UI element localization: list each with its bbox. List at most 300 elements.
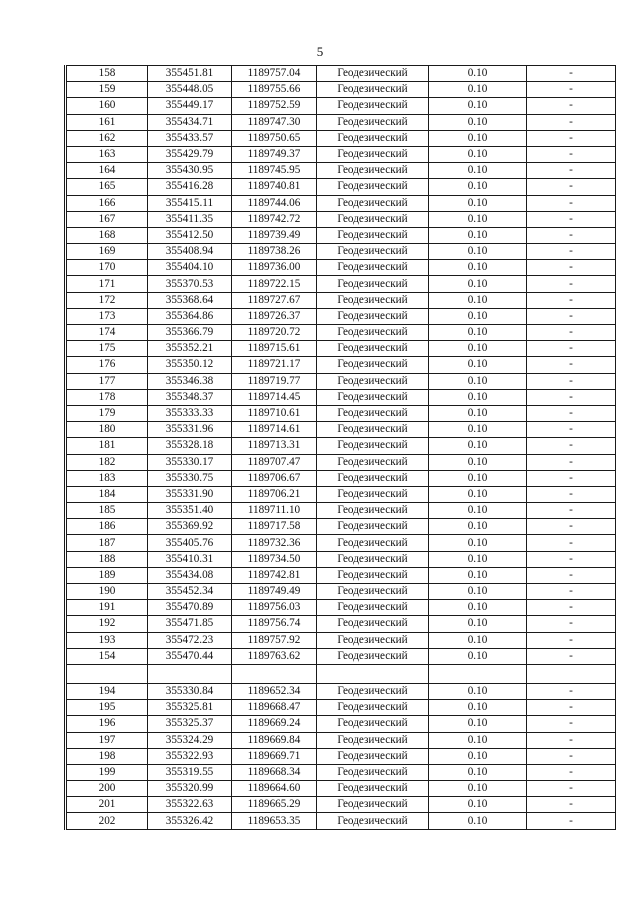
x-coordinate-cell: 355368.64 (148, 292, 232, 308)
point-number-cell: 195 (66, 700, 148, 716)
point-number-cell: 161 (66, 114, 148, 130)
description-cell: - (527, 732, 616, 748)
accuracy-cell: 0.10 (429, 551, 527, 567)
y-coordinate-cell: 1189747.30 (232, 114, 317, 130)
y-coordinate-cell: 1189669.71 (232, 748, 317, 764)
method-cell: Геодезический (317, 179, 429, 195)
y-coordinate-cell: 1189740.81 (232, 179, 317, 195)
accuracy-cell: 0.10 (429, 567, 527, 583)
x-coordinate-cell: 355324.29 (148, 732, 232, 748)
y-coordinate-cell: 1189742.81 (232, 567, 317, 583)
point-number-cell: 172 (66, 292, 148, 308)
empty-cell (527, 664, 616, 683)
table-row (66, 584, 616, 600)
method-cell: Геодезический (317, 373, 429, 389)
accuracy-cell: 0.10 (429, 519, 527, 535)
y-coordinate-cell: 1189668.47 (232, 700, 317, 716)
accuracy-cell: 0.10 (429, 813, 527, 829)
accuracy-cell: 0.10 (429, 341, 527, 357)
point-number-cell: 164 (66, 163, 148, 179)
table-row (66, 781, 616, 797)
accuracy-cell: 0.10 (429, 260, 527, 276)
x-coordinate-cell: 355322.93 (148, 748, 232, 764)
description-cell: - (527, 227, 616, 243)
point-number-cell: 191 (66, 600, 148, 616)
accuracy-cell: 0.10 (429, 748, 527, 764)
table-row (66, 567, 616, 583)
accuracy-cell: 0.10 (429, 503, 527, 519)
y-coordinate-cell: 1189739.49 (232, 227, 317, 243)
accuracy-cell: 0.10 (429, 227, 527, 243)
method-cell: Геодезический (317, 470, 429, 486)
method-cell: Геодезический (317, 195, 429, 211)
method-cell: Геодезический (317, 551, 429, 567)
description-cell: - (527, 700, 616, 716)
separator-row (66, 664, 616, 683)
y-coordinate-cell: 1189732.36 (232, 535, 317, 551)
x-coordinate-cell: 355451.81 (148, 66, 232, 82)
table-row (66, 82, 616, 98)
accuracy-cell: 0.10 (429, 700, 527, 716)
y-coordinate-cell: 1189750.65 (232, 130, 317, 146)
description-cell: - (527, 114, 616, 130)
y-coordinate-cell: 1189734.50 (232, 551, 317, 567)
method-cell: Геодезический (317, 341, 429, 357)
table-row (66, 632, 616, 648)
y-coordinate-cell: 1189720.72 (232, 325, 317, 341)
description-cell: - (527, 308, 616, 324)
table-row (66, 227, 616, 243)
description-cell: - (527, 211, 616, 227)
method-cell: Геодезический (317, 325, 429, 341)
point-number-cell: 165 (66, 179, 148, 195)
x-coordinate-cell: 355364.86 (148, 308, 232, 324)
description-cell: - (527, 567, 616, 583)
table-row (66, 700, 616, 716)
description-cell: - (527, 146, 616, 162)
y-coordinate-cell: 1189736.00 (232, 260, 317, 276)
method-cell: Геодезический (317, 130, 429, 146)
accuracy-cell: 0.10 (429, 357, 527, 373)
point-number-cell: 188 (66, 551, 148, 567)
table-row (66, 470, 616, 486)
table-row (66, 519, 616, 535)
description-cell: - (527, 438, 616, 454)
table-row (66, 276, 616, 292)
point-number-cell: 179 (66, 405, 148, 421)
point-number-cell: 176 (66, 357, 148, 373)
table-row (66, 373, 616, 389)
method-cell: Геодезический (317, 146, 429, 162)
description-cell: - (527, 535, 616, 551)
table-row (66, 308, 616, 324)
x-coordinate-cell: 355331.90 (148, 486, 232, 502)
method-cell: Геодезический (317, 748, 429, 764)
table-row (66, 764, 616, 780)
method-cell: Геодезический (317, 292, 429, 308)
y-coordinate-cell: 1189711.10 (232, 503, 317, 519)
method-cell: Геодезический (317, 260, 429, 276)
accuracy-cell: 0.10 (429, 244, 527, 260)
accuracy-cell: 0.10 (429, 716, 527, 732)
accuracy-cell: 0.10 (429, 82, 527, 98)
accuracy-cell: 0.10 (429, 405, 527, 421)
y-coordinate-cell: 1189668.34 (232, 764, 317, 780)
accuracy-cell: 0.10 (429, 98, 527, 114)
point-number-cell: 190 (66, 584, 148, 600)
y-coordinate-cell: 1189755.66 (232, 82, 317, 98)
x-coordinate-cell: 355471.85 (148, 616, 232, 632)
accuracy-cell: 0.10 (429, 535, 527, 551)
description-cell: - (527, 82, 616, 98)
y-coordinate-cell: 1189727.67 (232, 292, 317, 308)
table-row (66, 648, 616, 664)
y-coordinate-cell: 1189669.84 (232, 732, 317, 748)
y-coordinate-cell: 1189665.29 (232, 797, 317, 813)
table-row (66, 438, 616, 454)
point-number-cell: 170 (66, 260, 148, 276)
x-coordinate-cell: 355322.63 (148, 797, 232, 813)
x-coordinate-cell: 355328.18 (148, 438, 232, 454)
accuracy-cell: 0.10 (429, 438, 527, 454)
point-number-cell: 196 (66, 716, 148, 732)
point-number-cell: 197 (66, 732, 148, 748)
y-coordinate-cell: 1189721.17 (232, 357, 317, 373)
y-coordinate-cell: 1189752.59 (232, 98, 317, 114)
y-coordinate-cell: 1189719.77 (232, 373, 317, 389)
table-row (66, 535, 616, 551)
accuracy-cell: 0.10 (429, 130, 527, 146)
table-row (66, 357, 616, 373)
method-cell: Геодезический (317, 616, 429, 632)
accuracy-cell: 0.10 (429, 781, 527, 797)
accuracy-cell: 0.10 (429, 616, 527, 632)
accuracy-cell: 0.10 (429, 163, 527, 179)
method-cell: Геодезический (317, 98, 429, 114)
accuracy-cell: 0.10 (429, 373, 527, 389)
table-row (66, 98, 616, 114)
method-cell: Геодезический (317, 535, 429, 551)
description-cell: - (527, 716, 616, 732)
point-number-cell: 187 (66, 535, 148, 551)
description-cell: - (527, 422, 616, 438)
y-coordinate-cell: 1189757.92 (232, 632, 317, 648)
x-coordinate-cell: 355351.40 (148, 503, 232, 519)
y-coordinate-cell: 1189715.61 (232, 341, 317, 357)
table-row (66, 616, 616, 632)
y-coordinate-cell: 1189706.67 (232, 470, 317, 486)
point-number-cell: 199 (66, 764, 148, 780)
point-number-cell: 202 (66, 813, 148, 829)
accuracy-cell: 0.10 (429, 308, 527, 324)
point-number-cell: 159 (66, 82, 148, 98)
table-row (66, 260, 616, 276)
y-coordinate-cell: 1189756.03 (232, 600, 317, 616)
table-row (66, 748, 616, 764)
method-cell: Геодезический (317, 584, 429, 600)
accuracy-cell: 0.10 (429, 797, 527, 813)
description-cell: - (527, 486, 616, 502)
x-coordinate-cell: 355333.33 (148, 405, 232, 421)
method-cell: Геодезический (317, 357, 429, 373)
accuracy-cell: 0.10 (429, 764, 527, 780)
point-number-cell: 171 (66, 276, 148, 292)
method-cell: Геодезический (317, 276, 429, 292)
x-coordinate-cell: 355369.92 (148, 519, 232, 535)
method-cell: Геодезический (317, 683, 429, 699)
description-cell: - (527, 519, 616, 535)
method-cell: Геодезический (317, 405, 429, 421)
description-cell: - (527, 632, 616, 648)
method-cell: Геодезический (317, 82, 429, 98)
x-coordinate-cell: 355472.23 (148, 632, 232, 648)
description-cell: - (527, 648, 616, 664)
x-coordinate-cell: 355366.79 (148, 325, 232, 341)
description-cell: - (527, 600, 616, 616)
accuracy-cell: 0.10 (429, 584, 527, 600)
accuracy-cell: 0.10 (429, 66, 527, 82)
y-coordinate-cell: 1189744.06 (232, 195, 317, 211)
point-number-cell: 177 (66, 373, 148, 389)
method-cell: Геодезический (317, 308, 429, 324)
point-number-cell: 160 (66, 98, 148, 114)
point-number-cell: 175 (66, 341, 148, 357)
method-cell: Геодезический (317, 227, 429, 243)
y-coordinate-cell: 1189652.34 (232, 683, 317, 699)
empty-cell (429, 664, 527, 683)
y-coordinate-cell: 1189749.49 (232, 584, 317, 600)
table-row (66, 422, 616, 438)
point-number-cell: 173 (66, 308, 148, 324)
accuracy-cell: 0.10 (429, 292, 527, 308)
method-cell: Геодезический (317, 764, 429, 780)
description-cell: - (527, 389, 616, 405)
point-number-cell: 194 (66, 683, 148, 699)
point-number-cell: 201 (66, 797, 148, 813)
x-coordinate-cell: 355404.10 (148, 260, 232, 276)
description-cell: - (527, 748, 616, 764)
point-number-cell: 154 (66, 648, 148, 664)
description-cell: - (527, 551, 616, 567)
accuracy-cell: 0.10 (429, 600, 527, 616)
x-coordinate-cell: 355415.11 (148, 195, 232, 211)
method-cell: Геодезический (317, 114, 429, 130)
point-number-cell: 184 (66, 486, 148, 502)
y-coordinate-cell: 1189706.21 (232, 486, 317, 502)
description-cell: - (527, 813, 616, 829)
description-cell: - (527, 292, 616, 308)
point-number-cell: 193 (66, 632, 148, 648)
accuracy-cell: 0.10 (429, 389, 527, 405)
accuracy-cell: 0.10 (429, 195, 527, 211)
table-row (66, 130, 616, 146)
x-coordinate-cell: 355434.71 (148, 114, 232, 130)
x-coordinate-cell: 355405.76 (148, 535, 232, 551)
method-cell: Геодезический (317, 781, 429, 797)
table-row (66, 454, 616, 470)
x-coordinate-cell: 355331.96 (148, 422, 232, 438)
accuracy-cell: 0.10 (429, 179, 527, 195)
table-row (66, 341, 616, 357)
x-coordinate-cell: 355452.34 (148, 584, 232, 600)
accuracy-cell: 0.10 (429, 422, 527, 438)
point-number-cell: 163 (66, 146, 148, 162)
method-cell: Геодезический (317, 732, 429, 748)
empty-cell (66, 664, 148, 683)
x-coordinate-cell: 355470.44 (148, 648, 232, 664)
description-cell: - (527, 341, 616, 357)
method-cell: Геодезический (317, 389, 429, 405)
accuracy-cell: 0.10 (429, 454, 527, 470)
x-coordinate-cell: 355448.05 (148, 82, 232, 98)
empty-cell (148, 664, 232, 683)
table-row (66, 683, 616, 699)
x-coordinate-cell: 355433.57 (148, 130, 232, 146)
x-coordinate-cell: 355370.53 (148, 276, 232, 292)
x-coordinate-cell: 355352.21 (148, 341, 232, 357)
description-cell: - (527, 764, 616, 780)
x-coordinate-cell: 355320.99 (148, 781, 232, 797)
x-coordinate-cell: 355350.12 (148, 357, 232, 373)
table-row (66, 211, 616, 227)
x-coordinate-cell: 355330.17 (148, 454, 232, 470)
point-number-cell: 183 (66, 470, 148, 486)
coordinates-table (64, 65, 616, 830)
point-number-cell: 186 (66, 519, 148, 535)
y-coordinate-cell: 1189722.15 (232, 276, 317, 292)
description-cell: - (527, 683, 616, 699)
x-coordinate-cell: 355330.75 (148, 470, 232, 486)
method-cell: Геодезический (317, 519, 429, 535)
accuracy-cell: 0.10 (429, 632, 527, 648)
y-coordinate-cell: 1189714.45 (232, 389, 317, 405)
point-number-cell: 200 (66, 781, 148, 797)
x-coordinate-cell: 355429.79 (148, 146, 232, 162)
point-number-cell: 166 (66, 195, 148, 211)
method-cell: Геодезический (317, 244, 429, 260)
x-coordinate-cell: 355326.42 (148, 813, 232, 829)
y-coordinate-cell: 1189726.37 (232, 308, 317, 324)
x-coordinate-cell: 355348.37 (148, 389, 232, 405)
table-row (66, 66, 616, 82)
x-coordinate-cell: 355410.31 (148, 551, 232, 567)
point-number-cell: 185 (66, 503, 148, 519)
y-coordinate-cell: 1189669.24 (232, 716, 317, 732)
description-cell: - (527, 405, 616, 421)
description-cell: - (527, 276, 616, 292)
point-number-cell: 182 (66, 454, 148, 470)
y-coordinate-cell: 1189738.26 (232, 244, 317, 260)
point-number-cell: 180 (66, 422, 148, 438)
x-coordinate-cell: 355408.94 (148, 244, 232, 260)
point-number-cell: 169 (66, 244, 148, 260)
coordinates-table-body (66, 66, 616, 830)
table-row (66, 114, 616, 130)
method-cell: Геодезический (317, 700, 429, 716)
description-cell: - (527, 260, 616, 276)
accuracy-cell: 0.10 (429, 486, 527, 502)
accuracy-cell: 0.10 (429, 683, 527, 699)
y-coordinate-cell: 1189664.60 (232, 781, 317, 797)
accuracy-cell: 0.10 (429, 470, 527, 486)
description-cell: - (527, 616, 616, 632)
x-coordinate-cell: 355416.28 (148, 179, 232, 195)
description-cell: - (527, 584, 616, 600)
table-row (66, 797, 616, 813)
y-coordinate-cell: 1189717.58 (232, 519, 317, 535)
table-row (66, 405, 616, 421)
method-cell: Геодезический (317, 486, 429, 502)
y-coordinate-cell: 1189742.72 (232, 211, 317, 227)
description-cell: - (527, 454, 616, 470)
y-coordinate-cell: 1189749.37 (232, 146, 317, 162)
table-row (66, 325, 616, 341)
y-coordinate-cell: 1189756.74 (232, 616, 317, 632)
table-row (66, 503, 616, 519)
point-number-cell: 162 (66, 130, 148, 146)
method-cell: Геодезический (317, 163, 429, 179)
table-row (66, 486, 616, 502)
table-row (66, 244, 616, 260)
y-coordinate-cell: 1189707.47 (232, 454, 317, 470)
y-coordinate-cell: 1189653.35 (232, 813, 317, 829)
accuracy-cell: 0.10 (429, 146, 527, 162)
y-coordinate-cell: 1189714.61 (232, 422, 317, 438)
x-coordinate-cell: 355449.17 (148, 98, 232, 114)
description-cell: - (527, 797, 616, 813)
table-row (66, 716, 616, 732)
description-cell: - (527, 470, 616, 486)
accuracy-cell: 0.10 (429, 211, 527, 227)
empty-cell (317, 664, 429, 683)
point-number-cell: 198 (66, 748, 148, 764)
table-row (66, 600, 616, 616)
method-cell: Геодезический (317, 600, 429, 616)
x-coordinate-cell: 355325.37 (148, 716, 232, 732)
point-number-cell: 181 (66, 438, 148, 454)
point-number-cell: 192 (66, 616, 148, 632)
table-row (66, 179, 616, 195)
empty-cell (232, 664, 317, 683)
accuracy-cell: 0.10 (429, 325, 527, 341)
description-cell: - (527, 244, 616, 260)
accuracy-cell: 0.10 (429, 114, 527, 130)
description-cell: - (527, 195, 616, 211)
table-row (66, 292, 616, 308)
x-coordinate-cell: 355346.38 (148, 373, 232, 389)
table-row (66, 146, 616, 162)
x-coordinate-cell: 355330.84 (148, 683, 232, 699)
y-coordinate-cell: 1189713.31 (232, 438, 317, 454)
method-cell: Геодезический (317, 66, 429, 82)
description-cell: - (527, 325, 616, 341)
method-cell: Геодезический (317, 567, 429, 583)
y-coordinate-cell: 1189757.04 (232, 66, 317, 82)
accuracy-cell: 0.10 (429, 648, 527, 664)
table-row (66, 163, 616, 179)
method-cell: Геодезический (317, 797, 429, 813)
description-cell: - (527, 781, 616, 797)
description-cell: - (527, 179, 616, 195)
description-cell: - (527, 503, 616, 519)
x-coordinate-cell: 355411.35 (148, 211, 232, 227)
description-cell: - (527, 98, 616, 114)
accuracy-cell: 0.10 (429, 732, 527, 748)
table-row (66, 813, 616, 829)
description-cell: - (527, 66, 616, 82)
point-number-cell: 158 (66, 66, 148, 82)
method-cell: Геодезический (317, 716, 429, 732)
